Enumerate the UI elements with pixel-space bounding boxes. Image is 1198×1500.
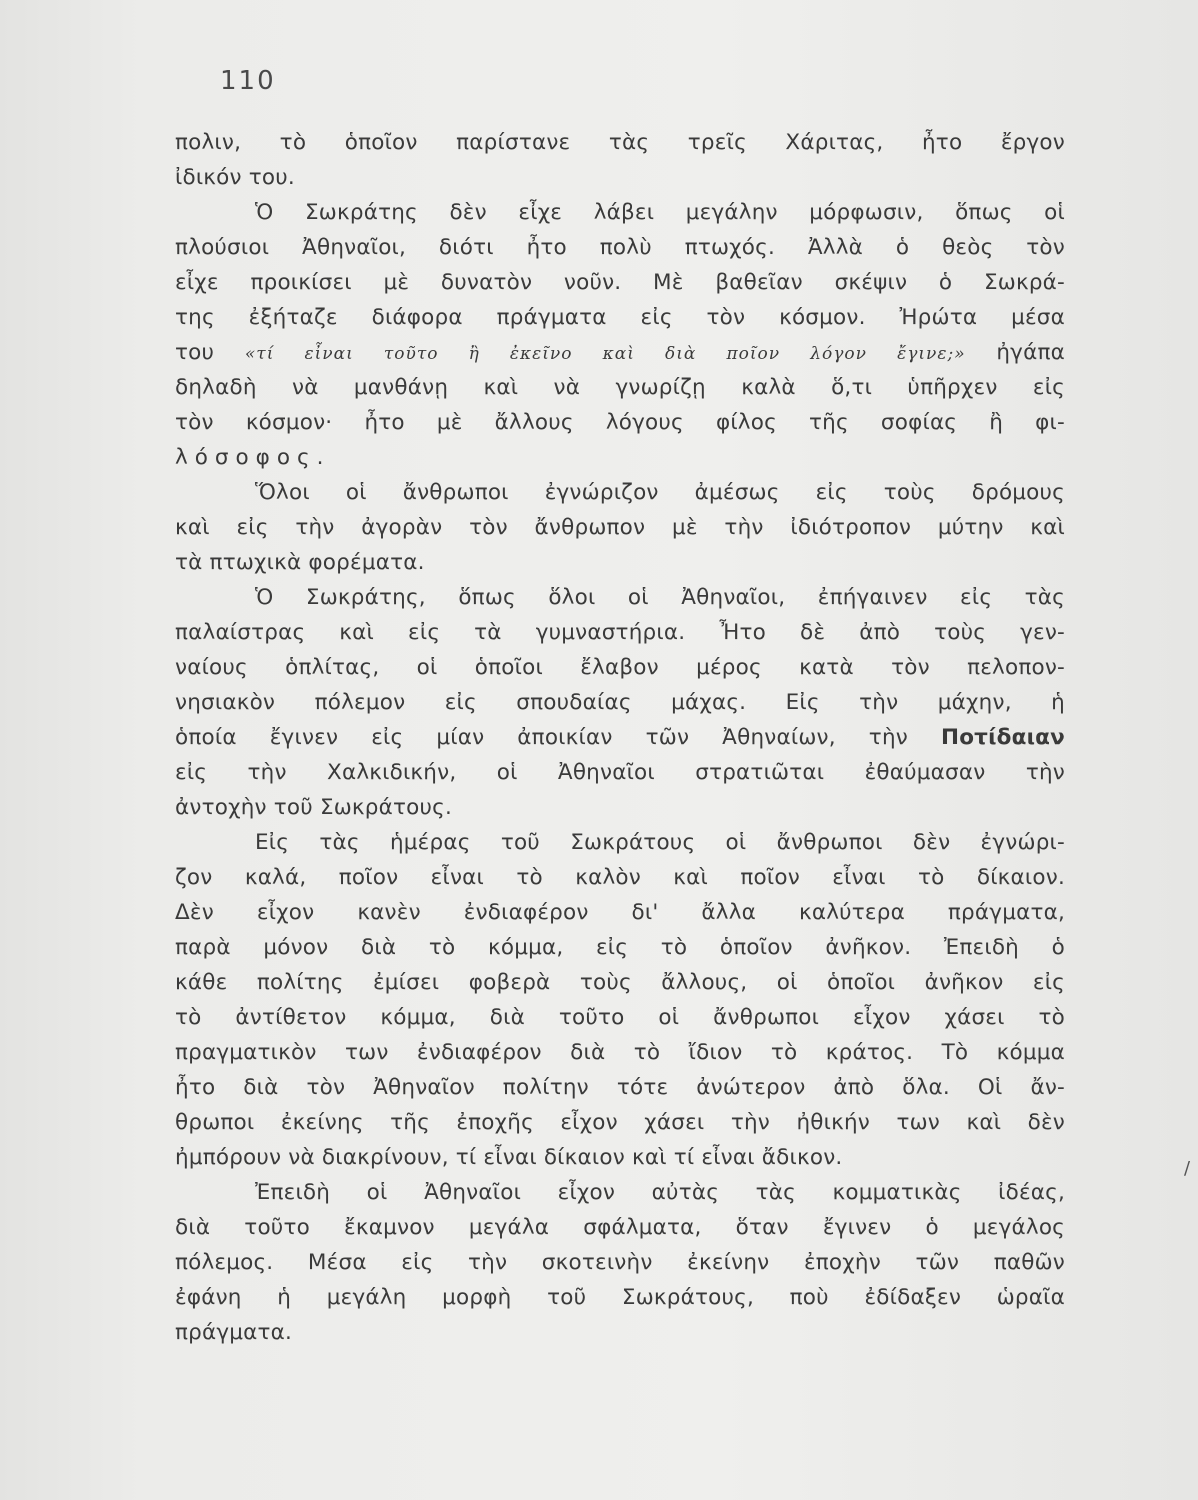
text-line: ἀντοχὴν τοῦ Σωκράτους.	[175, 795, 453, 820]
text-line: πράγματα.	[175, 1320, 293, 1345]
text-line: νησιακὸν πόλεμον εἰς σπουδαίας μάχας. Εἰς τὴν μάχην, ἡ	[175, 690, 1065, 715]
text-line: καὶ εἰς τὴν ἀγορὰν τὸν ἄνθρωπον μὲ τὴν ἰδιότροπον μύτην καὶ	[175, 515, 1065, 540]
text-line: ζον καλά, ποῖον εἶναι τὸ καλὸν καὶ ποῖον εἶναι τὸ δίκαιον.	[175, 865, 1065, 890]
text-line: Ἐπειδὴ οἱ Ἀθηναῖοι εἶχον αὐτὰς τὰς κομματικὰς ἰδέας,	[255, 1180, 1065, 1205]
text-line	[175, 440, 1065, 475]
text-line: τὸν κόσμον· ἦτο μὲ ἄλλους λόγους φίλος τῆς σοφίας ἢ φι-	[175, 410, 1065, 435]
text-line: Δὲν εἶχον κανὲν ἐνδιαφέρον δι' ἄλλα καλύτερα πράγματα,	[175, 900, 1065, 925]
text-line: παλαίστρας καὶ εἰς τὰ γυμναστήρια. Ἦτο δὲ ἀπὸ τοὺς γεν-	[175, 620, 1065, 645]
line-segment: ὁποία ἔγινεν εἰς μίαν ἀποικίαν τῶν Ἀθηναίων, τὴν	[175, 725, 941, 750]
line-segment: ἠγάπα	[965, 340, 1065, 365]
text-line: ἠμπόρουν νὰ διακρίνουν, τί εἶναι δίκαιον καὶ τί εἶναι ἄδικον.	[175, 1145, 843, 1170]
text-line: Εἰς τὰς ἡμέρας τοῦ Σωκράτους οἱ ἄνθρωποι δὲν ἐγνώρι-	[255, 830, 1065, 855]
line-segment: του	[175, 340, 245, 365]
text-line: Ὁ Σωκράτης δὲν εἶχε λάβει μεγάλην μόρφωσιν, ὅπως οἱ	[255, 200, 1065, 225]
text-line: τὰ πτωχικὰ φορέματα.	[175, 550, 425, 575]
text-line: πολιν, τὸ ὁποῖον παρίστανε τὰς τρεῖς Χάριτας, ἦτο ἔργον	[175, 130, 1065, 155]
edge-mark: /	[1184, 1158, 1191, 1179]
text-line: ἐφάνη ἡ μεγάλη μορφὴ τοῦ Σωκράτους, ποὺ ἐδίδαξεν ὡραῖα	[175, 1285, 1065, 1310]
text-line: εἰς τὴν Χαλκιδικήν, οἱ Ἀθηναῖοι στρατιῶται ἐθαύμασαν τὴν	[175, 760, 1065, 785]
text-line: δηλαδὴ νὰ μανθάνῃ καὶ νὰ γνωρίζῃ καλὰ ὅ,τι ὑπῆρχεν εἰς	[175, 375, 1065, 400]
text-line: Ὁ Σωκράτης, ὅπως ὅλοι οἱ Ἀθηναῖοι, ἐπήγαινεν εἰς τὰς	[255, 585, 1065, 610]
text-line: παρὰ μόνον διὰ τὸ κόμμα, εἰς τὸ ὁποῖον ἀνῆκον. Ἐπειδὴ ὁ	[175, 935, 1065, 960]
text-line: πόλεμος. Μέσα εἰς τὴν σκοτεινὴν ἐκείνην ἐποχὴν τῶν παθῶν	[175, 1250, 1065, 1275]
text-line: κάθε πολίτης ἐμίσει φοβερὰ τοὺς ἄλλους, οἱ ὁποῖοι ἀνῆκον εἰς	[175, 970, 1065, 995]
text-line: Ὅλοι οἱ ἄνθρωποι ἐγνώριζον ἀμέσως εἰς τοὺς δρόμους	[255, 480, 1065, 505]
text-line: τὸ ἀντίθετον κόμμα, διὰ τοῦτο οἱ ἄνθρωποι εἶχον χάσει τὸ	[175, 1005, 1065, 1030]
text-line: θρωποι ἐκείνης τῆς ἐποχῆς εἶχον χάσει τὴν ἠθικήν των καὶ δὲν	[175, 1110, 1065, 1135]
text-line: ἰδικόν του.	[175, 165, 295, 190]
bold-place-name: Ποτίδαιαν	[941, 725, 1065, 750]
italic-quote: «τί εἶναι τοῦτο ἢ ἐκεῖνο καὶ διὰ ποῖον λόγον ἔγινε;»	[244, 344, 966, 364]
text-line: ναίους ὁπλίτας, οἱ ὁποῖοι ἔλαβον μέρος κατὰ τὸν πελοπον-	[175, 655, 1065, 680]
text-line: πλούσιοι Ἀθηναῖοι, διότι ἦτο πολὺ πτωχός. Ἀλλὰ ὁ θεὸς τὸν	[175, 235, 1065, 260]
text-line: ἦτο διὰ τὸν Ἀθηναῖον πολίτην τότε ἀνώτερον ἀπὸ ὅλα. Οἱ ἄν-	[175, 1075, 1065, 1100]
text-line: της ἐξήταζε διάφορα πράγματα εἰς τὸν κόσμον. Ἠρώτα μέσα	[175, 305, 1065, 330]
text-line	[175, 720, 1065, 755]
body-text	[175, 125, 1065, 1350]
text-line: εἶχε προικίσει μὲ δυνατὸν νοῦν. Μὲ βαθεῖαν σκέψιν ὁ Σωκρά-	[175, 270, 1065, 295]
text-line: πραγματικὸν των ἐνδιαφέρον διὰ τὸ ἴδιον τὸ κράτος. Τὸ κόμμα	[175, 1040, 1065, 1065]
text-line: διὰ τοῦτο ἔκαμνον μεγάλα σφάλματα, ὅταν ἔγινεν ὁ μεγάλος	[175, 1215, 1065, 1240]
text-line	[175, 335, 1065, 370]
page-number: 110	[220, 66, 276, 96]
spaced-word: λόσοφος.	[175, 445, 331, 470]
